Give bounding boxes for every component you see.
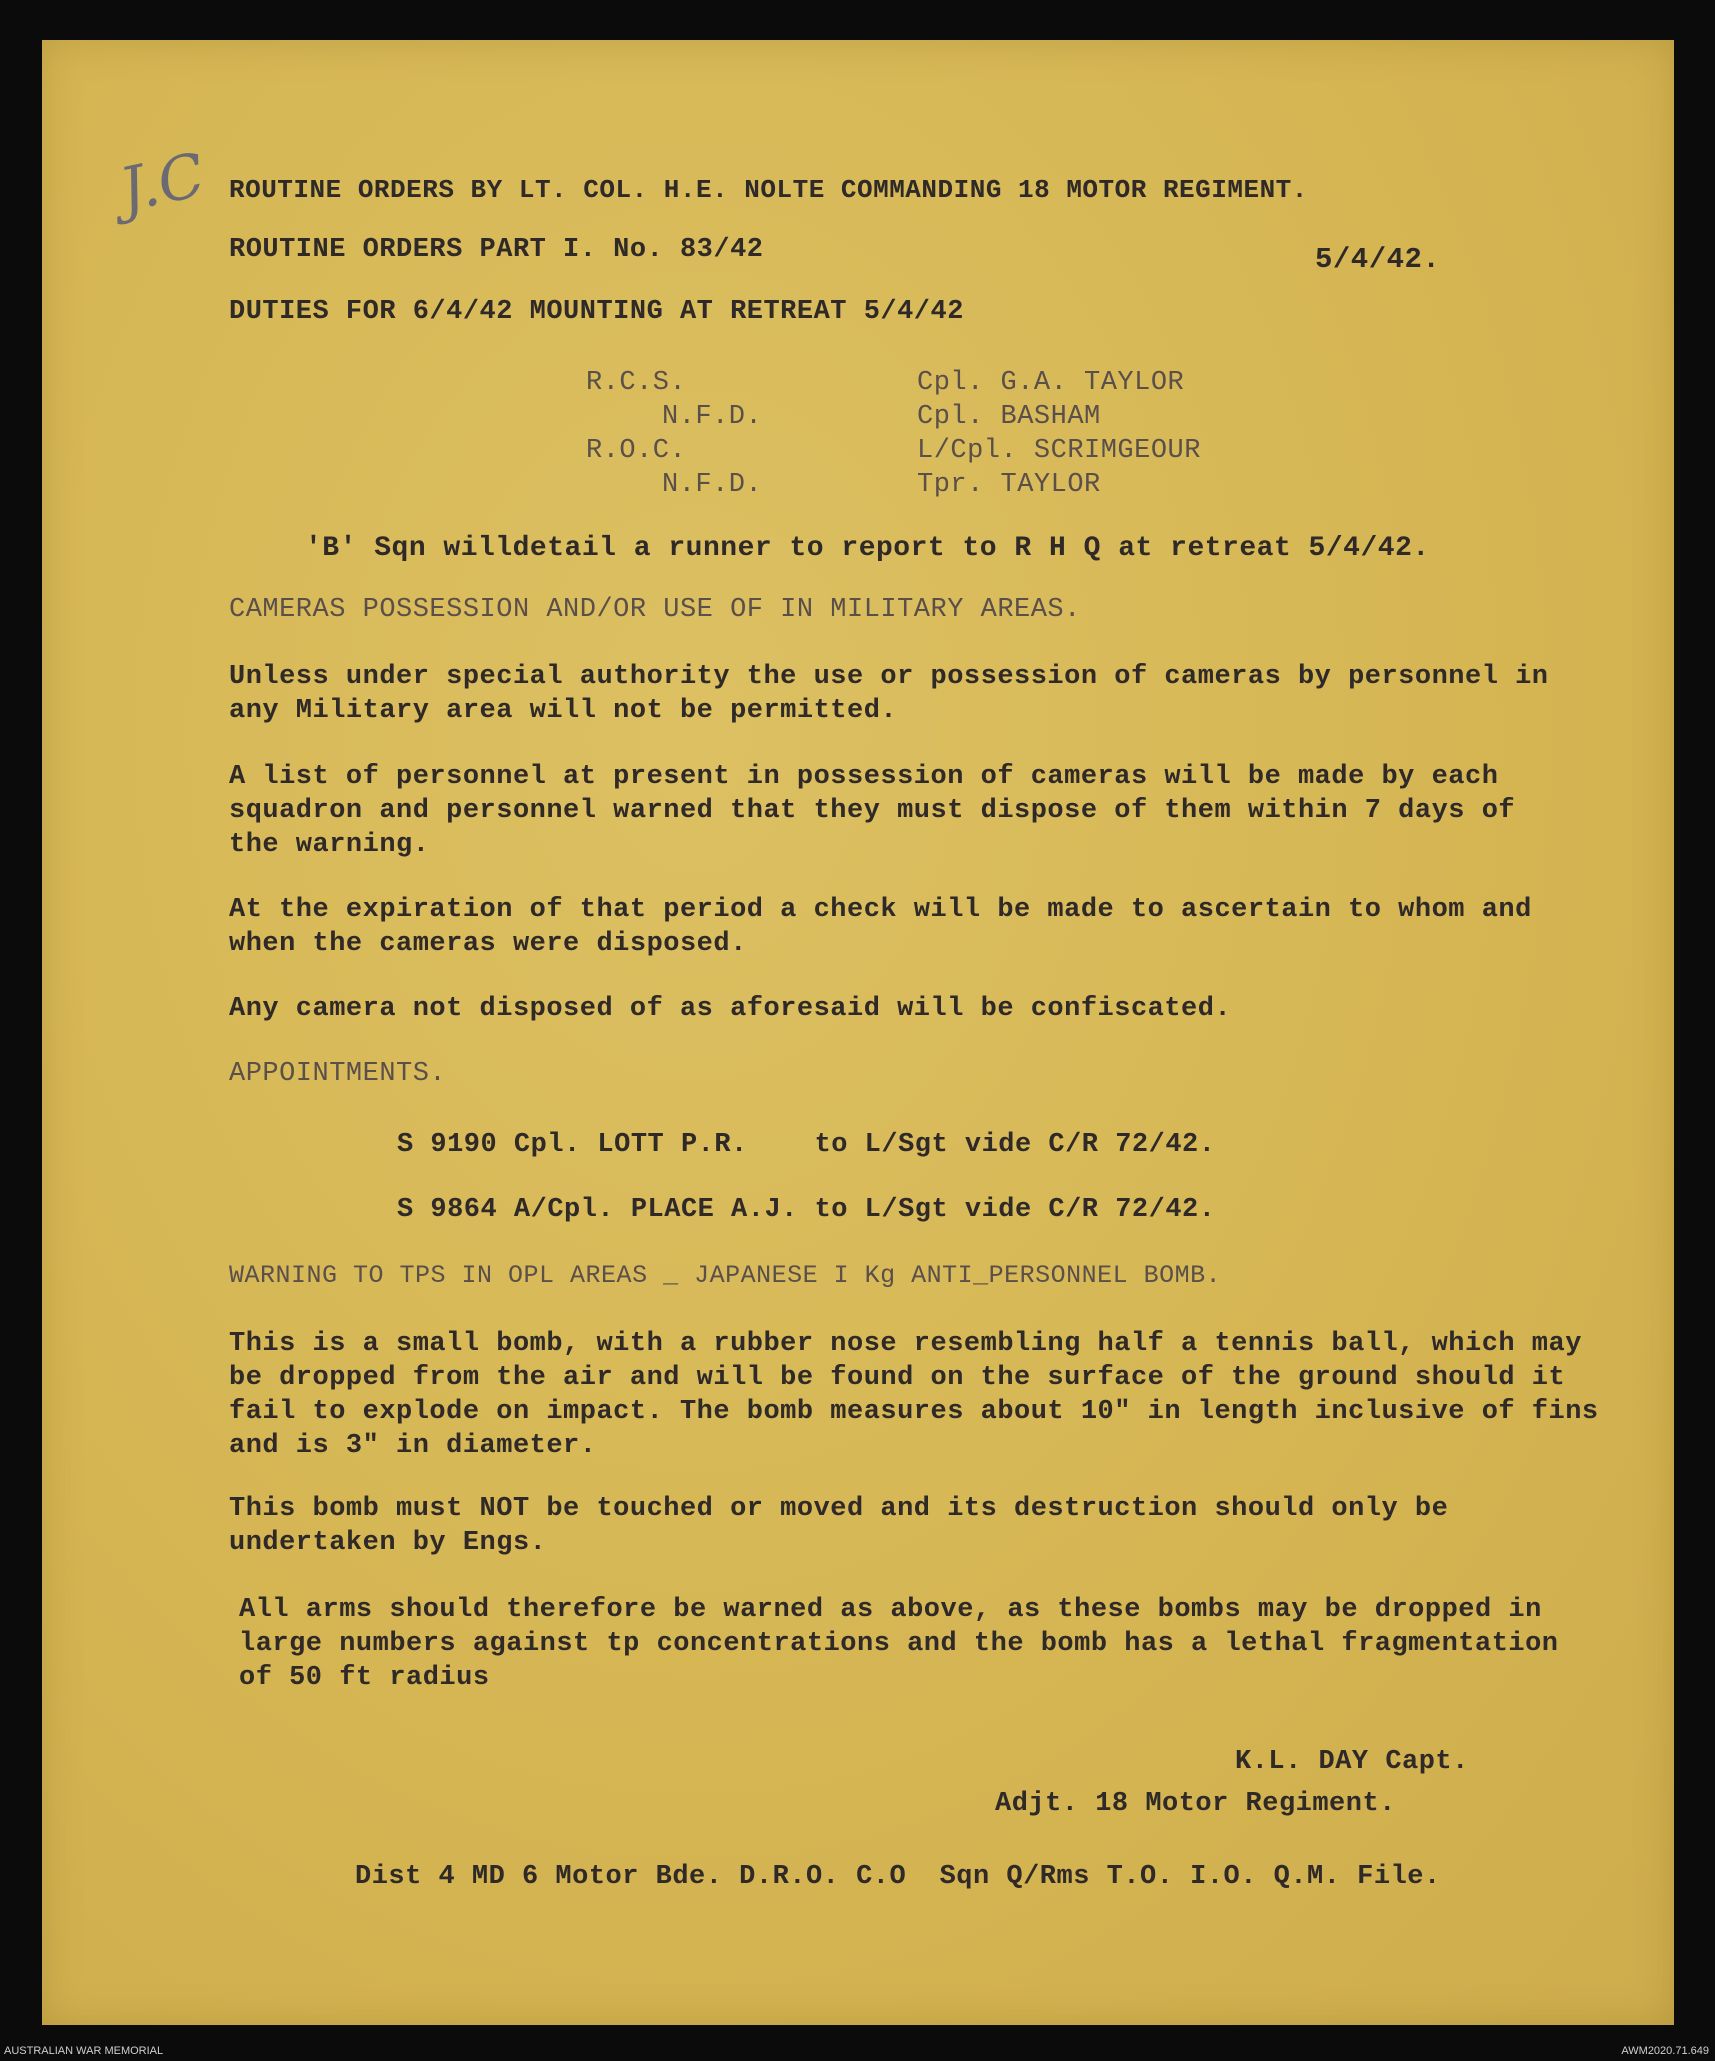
warning-heading: WARNING TO TPS IN OPL AREAS _ JAPANESE I Kg ANTI_PERSONNEL BOMB. [229, 1261, 1222, 1290]
duty-person: Tpr. TAYLOR [917, 470, 1101, 500]
duty-label: N.F.D. [662, 402, 763, 432]
handwritten-mark: J.C [113, 139, 211, 227]
warning-paragraph-1: This is a small bomb, with a rubber nose resembling half a tennis ball, which may be dropped from the air and will be found on the surface of the ground should it fail to explode on impact. The bomb measures about 10" in length inclusive of fins and is 3" in diameter. [229, 1329, 1599, 1461]
footer-credit: AUSTRALIAN WAR MEMORIAL [4, 2045, 164, 2057]
appointments-heading: APPOINTMENTS. [229, 1059, 447, 1089]
cameras-heading: CAMERAS POSSESSION AND/OR USE OF IN MILITARY AREAS. [229, 595, 1081, 625]
duties-heading: DUTIES FOR 6/4/42 MOUNTING AT RETREAT 5/4/42 [229, 297, 964, 327]
cameras-paragraph-4: Any camera not disposed of as aforesaid will be confiscated. [229, 994, 1232, 1024]
duty-label: R.C.S. [586, 368, 687, 398]
distribution-list: Dist 4 MD 6 Motor Bde. D.R.O. C.O Sqn Q/Rms T.O. I.O. Q.M. File. [355, 1862, 1441, 1892]
duty-person: Cpl. BASHAM [917, 402, 1101, 432]
duty-label: N.F.D. [662, 470, 763, 500]
runner-instruction: 'B' Sqn willdetail a runner to report to R H Q at retreat 5/4/42. [305, 533, 1430, 564]
signature-title: Adjt. 18 Motor Regiment. [995, 1789, 1396, 1819]
signature-name: K.L. DAY Capt. [1235, 1747, 1469, 1777]
cameras-paragraph-1: Unless under special authority the use or possession of cameras by personnel in any Military area will not be permitted. [229, 662, 1549, 726]
duty-label: R.O.C. [586, 436, 687, 466]
appointment-entry: S 9190 Cpl. LOTT P.R. to L/Sgt vide C/R 72/42. [397, 1130, 1216, 1160]
duty-person: Cpl. G.A. TAYLOR [917, 368, 1185, 398]
cameras-paragraph-3: At the expiration of that period a check will be made to ascertain to whom and when the cameras were disposed. [229, 895, 1532, 959]
order-date: 5/4/42. [1315, 243, 1441, 276]
duty-person: L/Cpl. SCRIMGEOUR [917, 436, 1201, 466]
document-title: ROUTINE ORDERS BY LT. COL. H.E. NOLTE COMMANDING 18 MOTOR REGIMENT. [229, 175, 1308, 205]
appointment-entry: S 9864 A/Cpl. PLACE A.J. to L/Sgt vide C/R 72/42. [397, 1195, 1216, 1225]
cameras-paragraph-2: A list of personnel at present in possession of cameras will be made by each squadron and personnel warned that they must dispose of them within 7 days of the warning. [229, 762, 1516, 860]
routine-orders-part: ROUTINE ORDERS PART I. No. 83/42 [229, 235, 764, 265]
footer-catalogue-id: AWM2020.71.649 [1621, 2045, 1709, 2057]
warning-paragraph-2: This bomb must NOT be touched or moved and its destruction should only be undertaken by Engs. [229, 1494, 1449, 1558]
document-page [42, 40, 1674, 2025]
warning-paragraph-3: All arms should therefore be warned as above, as these bombs may be dropped in large numbers against tp concentrations and the bomb has a lethal fragmentation of 50 ft radius [239, 1595, 1559, 1693]
